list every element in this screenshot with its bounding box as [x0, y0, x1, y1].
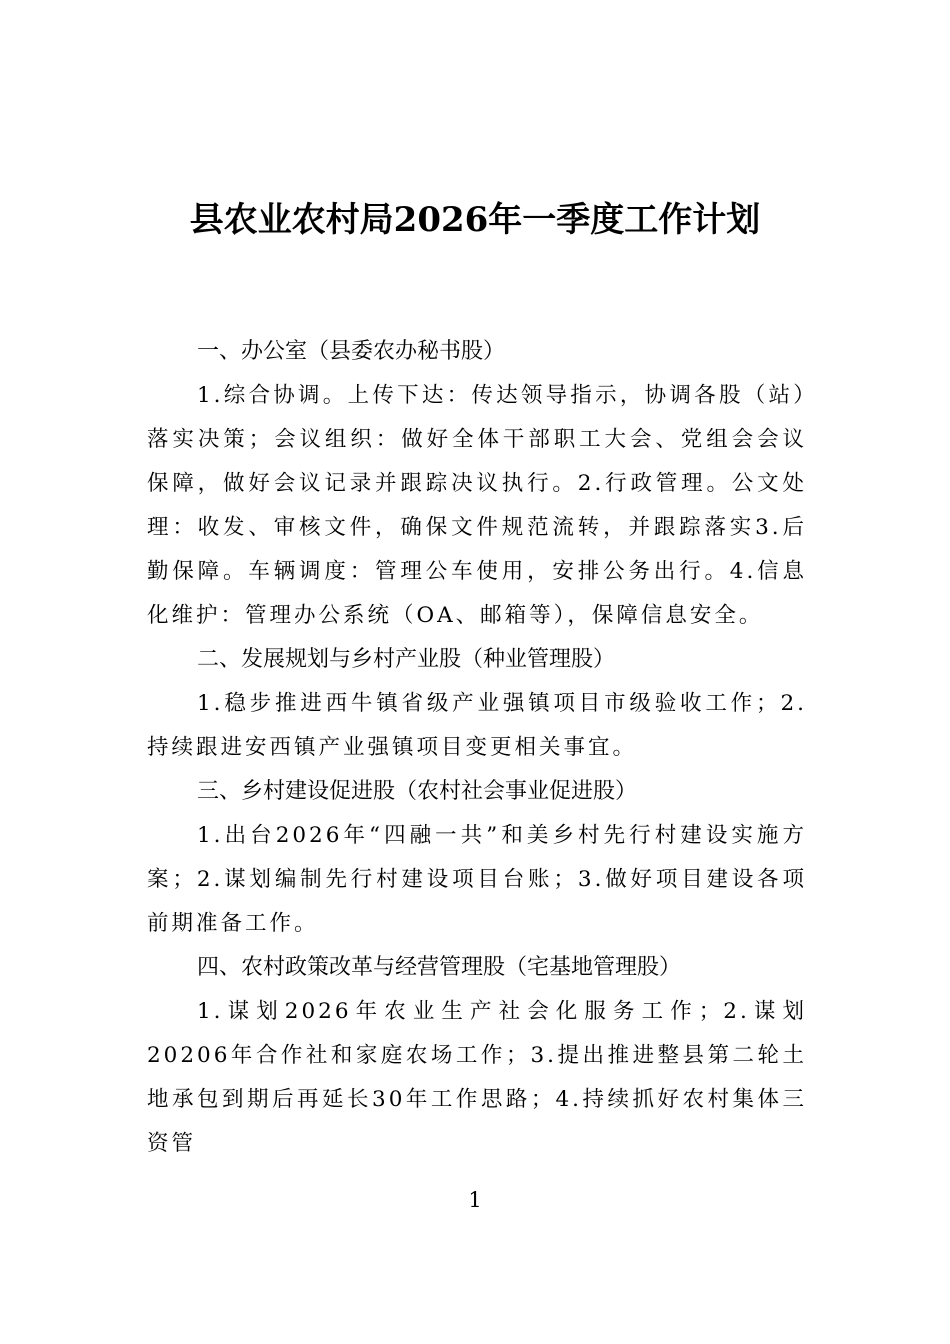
section-body-planning: 1.稳步推进西牛镇省级产业强镇项目市级验收工作；2.持续跟进安西镇产业强镇项目变更相关事宜。	[147, 691, 807, 760]
document-title: 县农业农村局2026年一季度工作计划	[189, 200, 761, 240]
page-number: 1	[468, 1188, 482, 1212]
section-heading-office: 一、办公室（县委农办秘书股）	[197, 339, 506, 364]
section-heading-policy-reform: 四、农村政策改革与经营管理股（宅基地管理股）	[197, 955, 682, 980]
section-heading-planning: 二、发展规划与乡村产业股（种业管理股）	[197, 647, 616, 672]
section-heading-rural-construction: 三、乡村建设促进股（农村社会事业促进股）	[197, 779, 638, 804]
section-body-rural-construction: 1.出台2026年“四融一共”和美乡村先行村建设实施方案；2.谋划编制先行村建设项目台账；3.做好项目建设各项前期准备工作。	[147, 823, 807, 936]
section-body-policy-reform: 1.谋划2026年农业生产社会化服务工作；2.谋划20206年合作社和家庭农场工作；3.提出推进整县第二轮土地承包到期后再延长30年工作思路；4.持续抓好农村集体三资管	[147, 999, 807, 1156]
section-body-office: 1.综合协调。上传下达：传达领导指示，协调各股（站）落实决策；会议组织：做好全体干部职工大会、党组会会议保障，做好会议记录并跟踪决议执行。2.行政管理。公文处理：收发、审核文件，确保文件规范流转，并跟踪落实3.后勤保障。车辆调度：管理公车使用，安排公务出行。4.信息化维护：管理办公系统（OA、邮箱等），保障信息安全。	[147, 383, 807, 628]
document-body	[147, 330, 807, 1166]
